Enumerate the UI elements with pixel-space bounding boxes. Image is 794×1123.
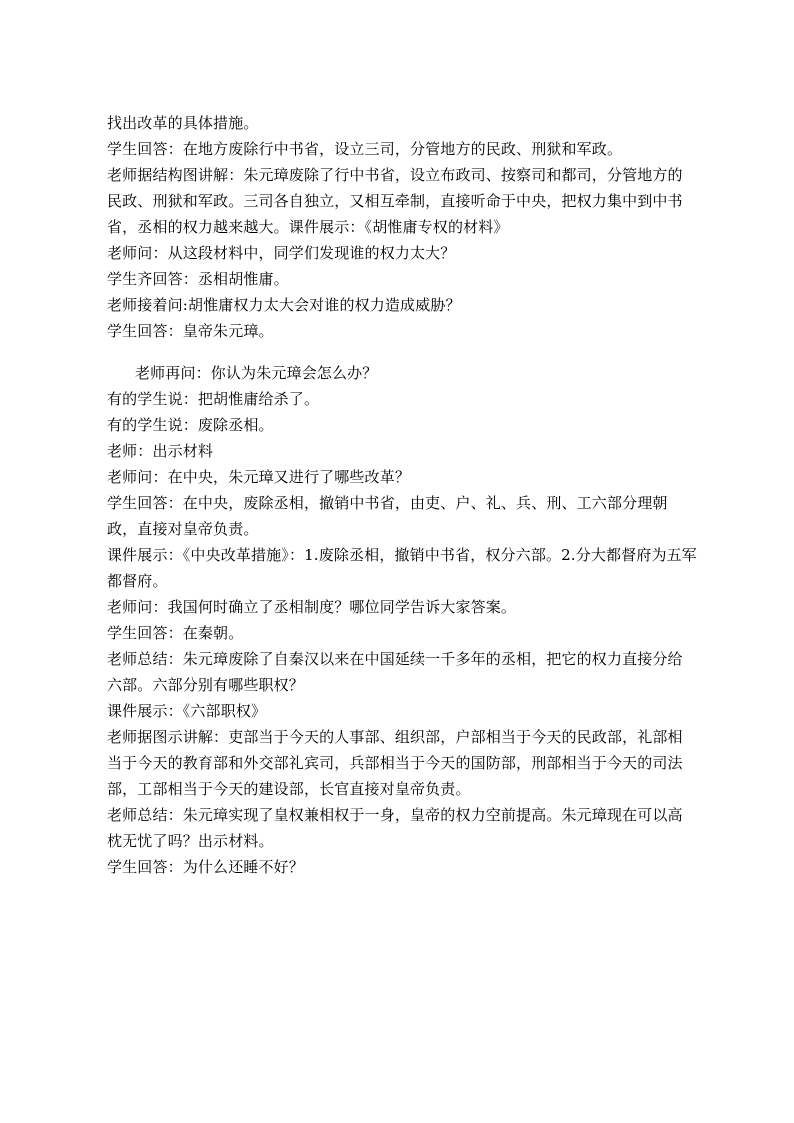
paragraph-4: 老师问：从这段材料中，同学们发现谁的权力太大？ — [107, 244, 456, 262]
paragraph-5: 学生齐回答：丞相胡惟庸。 — [107, 270, 289, 288]
paragraph-18: 课件展示：《六部职权》 — [107, 702, 267, 720]
paragraph-10: 有的学生说：废除丞相。 — [107, 416, 274, 434]
paragraph-20: 老师总结：朱元璋实现了皇权兼相权于一身，皇帝的权力空前提高。朱元璋现在可以高枕无忧了吗？出示材料。 — [107, 806, 683, 850]
paragraph-1: 找出改革的具体措施。 — [107, 114, 259, 132]
paragraph-7: 学生回答：皇帝朱元璋。 — [107, 322, 274, 340]
paragraph-3: 老师据结构图讲解：朱元璋废除了行中书省，设立布政司、按察司和都司，分管地方的民政、刑狱和军政。三司各自独立，又相互牵制，直接听命于中央，把权力集中到中书省，丞相的权力越来越大。课件展示：《胡惟庸专权的材料》 — [107, 166, 683, 236]
paragraph-15: 老师问：我国何时确立了丞相制度？哪位同学告诉大家答案。 — [107, 598, 517, 616]
paragraph-2: 学生回答：在地方废除行中书省，设立三司，分管地方的民政、刑狱和军政。 — [107, 140, 623, 158]
paragraph-12: 老师问：在中央，朱元璋又进行了哪些改革？ — [107, 468, 411, 486]
paragraph-6: 老师接着问:胡惟庸权力太大会对谁的权力造成威胁？ — [107, 296, 461, 314]
paragraph-17: 老师总结：朱元璋废除了自秦汉以来在中国延续一千多年的丞相，把它的权力直接分给六部。六部分别有哪些职权？ — [107, 650, 683, 694]
document-body — [107, 110, 697, 880]
paragraph-8: 老师再问：你认为朱元璋会怎么办？ — [135, 364, 378, 382]
paragraph-11: 老师：出示材料 — [107, 442, 214, 460]
paragraph-9: 有的学生说：把胡惟庸给杀了。 — [107, 390, 320, 408]
paragraph-14: 课件展示：《中央改革措施》：1.废除丞相，撤销中书省，权分六部。2.分大都督府为五军都督府。 — [107, 546, 697, 590]
paragraph-13: 学生回答：在中央，废除丞相，撤销中书省，由吏、户、礼、兵、刑、工六部分理朝政，直接对皇帝负责。 — [107, 494, 668, 538]
paragraph-19: 老师据图示讲解：吏部当于今天的人事部、组织部，户部相当于今天的民政部，礼部相当于今天的教育部和外交部礼宾司，兵部相当于今天的国防部，刑部相当于今天的司法部，工部相当于今天的建设部，长官直接对皇帝负责。 — [107, 728, 683, 798]
paragraph-16: 学生回答：在秦朝。 — [107, 624, 244, 642]
paragraph-21: 学生回答：为什么还睡不好？ — [107, 858, 304, 876]
